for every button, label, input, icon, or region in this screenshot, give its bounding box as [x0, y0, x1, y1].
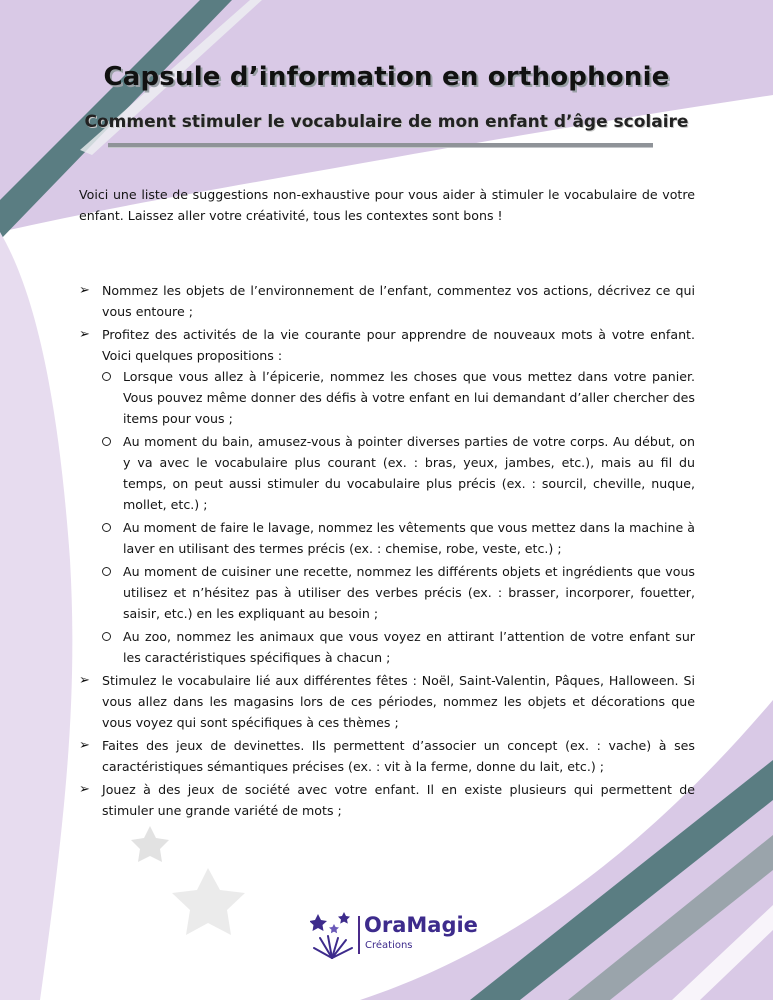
- suggestion-list: [79, 280, 695, 821]
- circle-bullet-icon: [102, 632, 111, 641]
- circle-bullet-icon: [102, 437, 111, 446]
- sub-list-item: [102, 626, 695, 668]
- sub-list-item-text: Au moment du bain, amusez-vous à pointer diverses parties de votre corps. Au début, on y va avec le vocabulaire plus courant (ex. : bras, yeux, jambes, etc.), mais au fil du temps, on peut aussi stimuler du vocabulaire plus précis (ex. : sourcil, cheville, nuque, mollet, etc.) ;: [123, 434, 695, 512]
- stars-fireworks-icon: [310, 910, 356, 960]
- logo-name: OraMagie: [364, 913, 478, 937]
- page-subtitle: Comment stimuler le vocabulaire de mon enfant d’âge scolaire: [84, 112, 689, 132]
- list-item: [79, 779, 695, 821]
- logo-divider: [358, 916, 360, 954]
- arrow-bullet-icon: ➢: [79, 738, 90, 753]
- sub-list-item-text: Au zoo, nommez les animaux que vous voyez en attirant l’attention de votre enfant sur les caractéristiques spécifiques à chacun ;: [123, 629, 695, 665]
- list-item-text: Stimulez le vocabulaire lié aux différentes fêtes : Noël, Saint-Valentin, Pâques, Halloween. Si vous allez dans les magasins lors de ces périodes, nommez les objets et décorations que vous voyez qui sont spécifiques à ces thèmes ;: [102, 673, 695, 730]
- page-title: Capsule d’information en orthophonie: [103, 62, 670, 92]
- sub-list-item: [102, 517, 695, 559]
- sub-list: [102, 366, 695, 668]
- arrow-bullet-icon: ➢: [79, 673, 90, 688]
- sub-list-item: [102, 561, 695, 624]
- list-item: [79, 324, 695, 668]
- list-item-text: Profitez des activités de la vie courante pour apprendre de nouveaux mots à votre enfant. Voici quelques propositions :: [102, 327, 695, 363]
- title-divider: [108, 143, 653, 148]
- list-item-text: Jouez à des jeux de société avec votre enfant. Il en existe plusieurs qui permettent de stimuler une grande variété de mots ;: [102, 782, 695, 818]
- circle-bullet-icon: [102, 372, 111, 381]
- sub-list-item: [102, 366, 695, 429]
- list-item: [79, 735, 695, 777]
- arrow-bullet-icon: ➢: [79, 327, 90, 342]
- circle-bullet-icon: [102, 567, 111, 576]
- sub-list-item: [102, 431, 695, 515]
- sub-list-item-text: Lorsque vous allez à l’épicerie, nommez les choses que vous mettez dans votre panier. Vous pouvez même donner des défis à votre enfant en lui demandant d’aller chercher des items pour vous ;: [123, 369, 695, 426]
- arrow-bullet-icon: ➢: [79, 283, 90, 298]
- intro-paragraph: Voici une liste de suggestions non-exhaustive pour vous aider à stimuler le vocabulaire de votre enfant. Laissez aller votre créativité, tous les contextes sont bons !: [79, 187, 695, 223]
- arrow-bullet-icon: ➢: [79, 782, 90, 797]
- list-item: [79, 670, 695, 733]
- sub-list-item-text: Au moment de cuisiner une recette, nommez les différents objets et ingrédients que vous utilisez et n’hésitez pas à utiliser des verbes précis (ex. : brasser, incorporer, fouetter, saisir, etc.) en les expliquant au besoin ;: [123, 564, 695, 621]
- document-body: [79, 184, 695, 823]
- list-item-text: Nommez les objets de l’environnement de l’enfant, commentez vos actions, décrivez ce qui vous entoure ;: [102, 283, 695, 319]
- circle-bullet-icon: [102, 523, 111, 532]
- brand-logo: [310, 910, 480, 960]
- logo-tagline: Créations: [365, 940, 413, 951]
- sub-list-item-text: Au moment de faire le lavage, nommez les vêtements que vous mettez dans la machine à laver en utilisant des termes précis (ex. : chemise, robe, veste, etc.) ;: [123, 520, 695, 556]
- list-item-text: Faites des jeux de devinettes. Ils permettent d’associer un concept (ex. : vache) à ses caractéristiques sémantiques précises (ex. : vit à la ferme, donne du lait, etc.) ;: [102, 738, 695, 774]
- list-item: [79, 280, 695, 322]
